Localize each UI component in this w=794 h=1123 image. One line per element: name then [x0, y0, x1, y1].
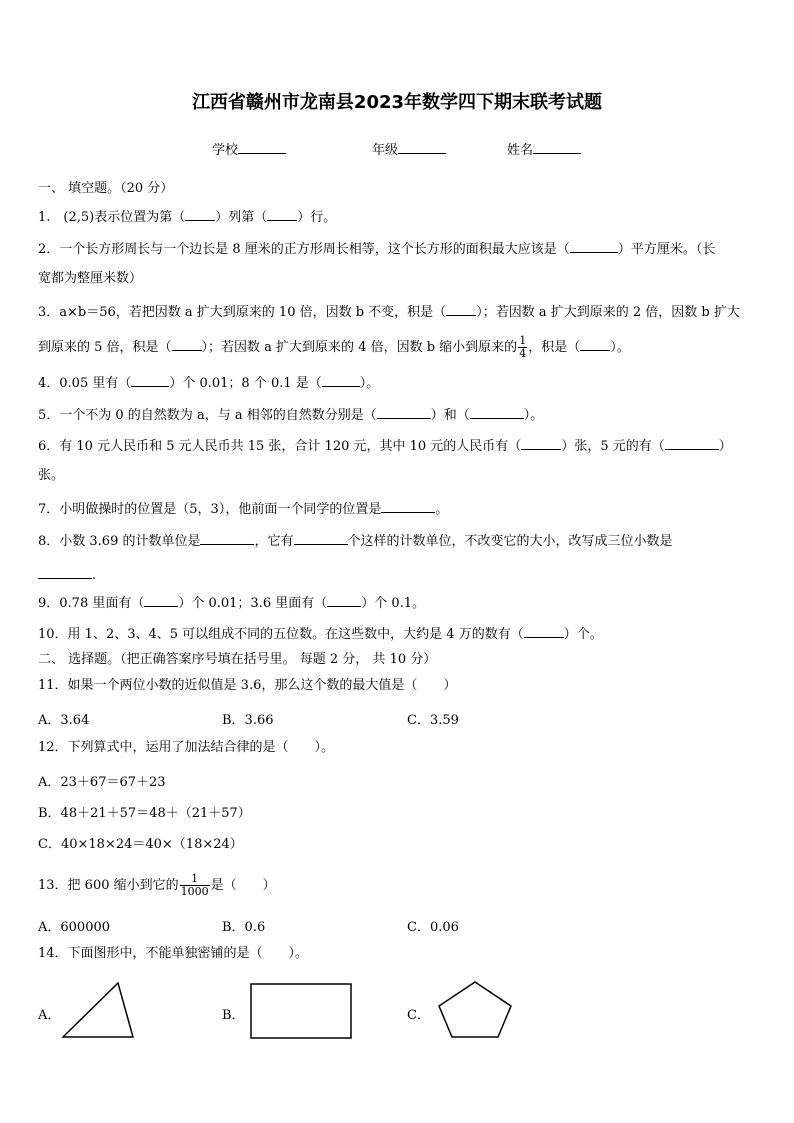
q12-option-c: C．40×18×24＝40×（18×24）: [38, 837, 243, 852]
question-5: 5．一个不为 0 的自然数为 a，与 a 相邻的自然数分别是（ ）和（ ）。: [38, 408, 544, 423]
question-8: 8．小数 3.69 的计数单位是 ，它有 个这样的计数单位，不改变它的大小，改写成三位小数是: [38, 534, 673, 549]
question-9: 9．0.78 里面有（ ）个 0.01；3.6 里面有（ ）个 0.1。: [38, 596, 426, 611]
question-6-cont: 张。: [38, 468, 65, 483]
question-2-cont: 宽都为整厘米数）: [38, 271, 143, 286]
q12-option-a: A．23＋67＝67＋23: [38, 775, 166, 790]
question-3-cont: 到原来的 5 倍，积是（ ）；若因数 a 扩大到原来的 4 倍，因数 b 缩小到原来的 $\frac{1}{4}$ ，积是（ ）。: [38, 334, 630, 360]
fraction-one-thousandth: $\frac{1}{1000}$: [180, 872, 209, 898]
question-7: 7．小明做操时的位置是（5，3），他前面一个同学的位置是 。: [38, 502, 449, 517]
triangle-shape-icon: [60, 980, 136, 1040]
q11-option-a: A．3.64: [38, 713, 90, 728]
question-1: 1. (2,5)表示位置为第（ ）列第（ ）行。: [38, 210, 337, 225]
question-11: 11．如果一个两位小数的近似值是 3.6，那么这个数的最大值是（ ）: [38, 678, 457, 693]
q14-option-b-label: B．: [222, 1008, 245, 1023]
question-3: 3．a×b＝56，若把因数 a 扩大到原来的 10 倍，因数 b 不变，积是（ ）；若因数 a 扩大到原来的 2 倍，因数 b 扩大: [38, 305, 740, 320]
q11-option-c: C．3.59: [407, 713, 459, 728]
question-13: 13．把 600 缩小到它的 $\frac{1}{1000}$ 是（ ）: [38, 872, 276, 898]
school-field: 学校: [212, 139, 286, 158]
q13-option-b: B．0.6: [222, 920, 266, 935]
name-field: 姓名: [507, 139, 581, 158]
q12-option-b: B．48＋21＋57＝48＋（21＋57）: [38, 806, 251, 821]
question-14: 14．下面图形中，不能单独密铺的是（ ）。: [38, 946, 309, 961]
question-12: 12．下列算式中，运用了加法结合律的是（ ）。: [38, 740, 335, 755]
question-8-cont: .: [38, 566, 96, 584]
question-10: 10．用 1、2、3、4、5 可以组成不同的五位数。在这些数中，大约是 4 万的数有（ ）个。: [38, 627, 603, 642]
section-heading-choice: 二、 选择题。（把正确答案序号填在括号里。 每题 2 分， 共 10 分）: [38, 652, 437, 667]
question-6: 6．有 10 元人民币和 5 元人民币共 15 张，合计 120 元，其中 10 元的人民币有（ ）张，5 元的有（ ）: [38, 439, 732, 454]
section-heading-fill-in: 一、 填空题。（20 分）: [38, 181, 174, 196]
q14-option-a-label: A．: [38, 1008, 61, 1023]
question-2: 2．一个长方形周长与一个边长是 8 厘米的正方形周长相等，这个长方形的面积最大应该是（ ）平方厘米。（长: [38, 242, 716, 257]
rectangle-shape-icon: [249, 982, 353, 1040]
grade-field: 年级: [372, 139, 446, 158]
pentagon-shape-icon: [435, 979, 515, 1041]
q11-option-b: B．3.66: [222, 713, 274, 728]
fraction-one-quarter: $\frac{1}{4}$: [519, 334, 527, 360]
question-4: 4．0.05 里有（ ）个 0.01；8 个 0.1 是（ ）。: [38, 376, 380, 391]
q13-option-a: A．600000: [38, 920, 111, 935]
q13-option-c: C．0.06: [407, 920, 459, 935]
page-title: 江西省赣州市龙南县2023年数学四下期末联考试题: [191, 92, 603, 113]
q14-option-c-label: C．: [407, 1008, 430, 1023]
